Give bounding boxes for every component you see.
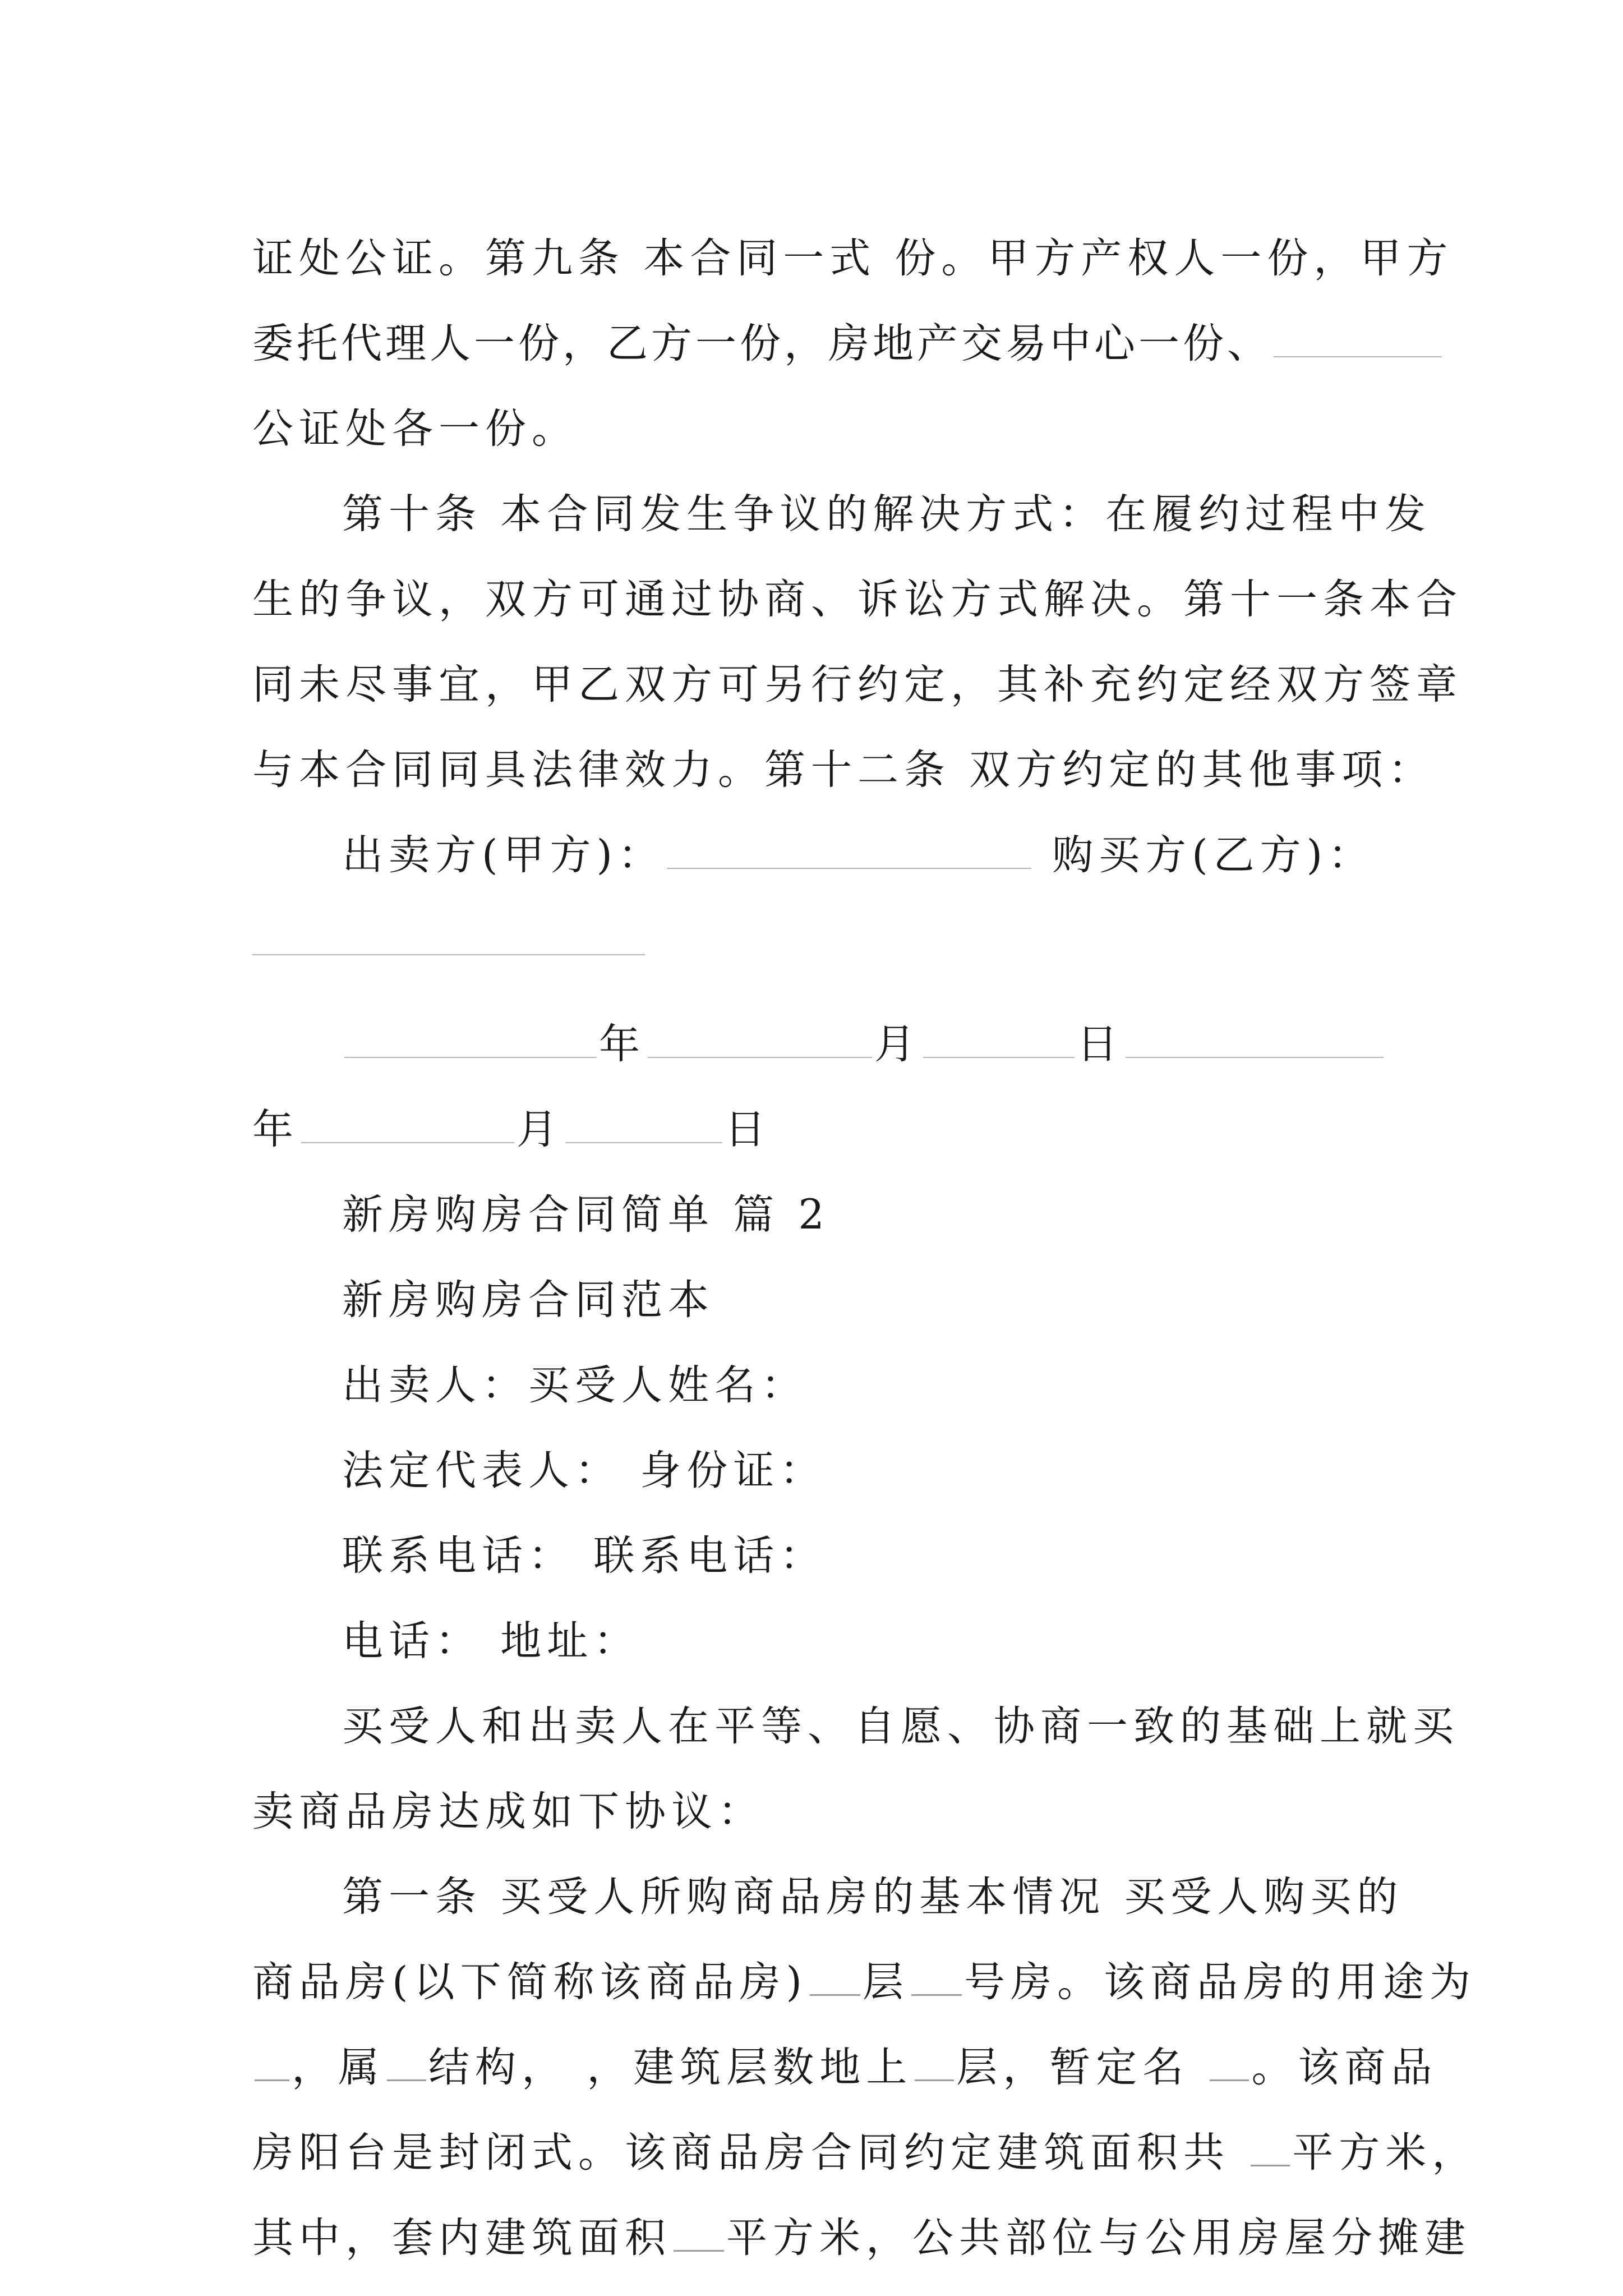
- seller-label: 出卖方(甲方)：: [342, 831, 665, 879]
- buyer-label: 购买方(乙方)：: [1052, 831, 1375, 879]
- year-label: 年: [599, 1020, 645, 1068]
- text-segment: 层: [862, 1958, 909, 2006]
- seller-signature-blank: [667, 833, 1031, 869]
- blank-rule-line: [252, 898, 1380, 1002]
- text-line: 第十条 本合同发生争议的解决方式：在履约过程中发: [342, 490, 1432, 538]
- date-line: [252, 1002, 1380, 1087]
- party-row: 出卖人：买受人姓名：: [342, 1361, 808, 1409]
- text-line: [252, 1940, 1476, 2025]
- text-segment: 委托代理人一份，乙方一份，房地产交易中心一份、: [252, 320, 1271, 367]
- year-blank: [1126, 1022, 1384, 1058]
- floor-blank: [810, 1959, 860, 1996]
- buyer-signature-blank: [252, 954, 645, 955]
- year-blank: [344, 1022, 597, 1058]
- text-segment: 号房。该商品房的用途为: [963, 1958, 1476, 2006]
- text-segment: 。该商品: [1251, 2044, 1438, 2091]
- signature-line: [252, 813, 1380, 898]
- text-segment: 房阳台是封闭式。该商品房合同约定建筑面积共: [252, 2129, 1249, 2177]
- month-label: 月: [517, 1106, 563, 1153]
- storeys-blank: [915, 2045, 954, 2081]
- text-line: 生的争议，双方可通过协商、诉讼方式解决。第十一条本合: [252, 576, 1463, 623]
- text-segment: 平方米，公共部位与公用房屋分摊建: [726, 2214, 1471, 2262]
- text-line: 公证处各一份。: [252, 405, 578, 453]
- text-segment: 平方米，: [1292, 2129, 1479, 2177]
- text-line: 证处公证。第九条 本合同一式 份。甲方产权人一份，甲方: [252, 234, 1454, 282]
- text-segment: 其中，套内建筑面积: [252, 2214, 671, 2262]
- text-line: 买受人和出卖人在平等、自愿、协商一致的基础上就买: [342, 1703, 1459, 1750]
- text-line: [252, 301, 1380, 386]
- day-blank: [565, 1107, 722, 1143]
- day-blank: [923, 1022, 1075, 1058]
- document-page: [252, 216, 1479, 2281]
- usage-blank: [255, 2045, 289, 2081]
- structure-blank: [387, 2045, 426, 2081]
- text-line: 同未尽事宜，甲乙双方可另行约定，其补充约定经双方签章: [252, 661, 1463, 708]
- month-blank: [648, 1022, 872, 1058]
- date-line: [252, 1087, 1380, 1172]
- text-segment: 层，暂定名: [956, 2044, 1208, 2091]
- text-line: 卖商品房达成如下协议：: [252, 1788, 764, 1835]
- area-blank: [1251, 2130, 1290, 2166]
- text-segment: 商品房(以下简称该商品房): [252, 1958, 808, 2006]
- text-line: [252, 2110, 1479, 2196]
- day-label: 日: [1077, 1020, 1123, 1068]
- party-row: 联系电话： 联系电话：: [342, 1532, 827, 1580]
- section-subtitle: 新房购房合同范本: [342, 1276, 714, 1324]
- year-label: 年: [252, 1106, 299, 1153]
- text-line: [252, 2196, 1471, 2281]
- party-row: 法定代表人： 身份证：: [342, 1447, 827, 1494]
- text-line: 第一条 买受人所购商品房的基本情况 买受人购买的: [342, 1873, 1404, 1921]
- section-heading: 新房购房合同简单 篇 2: [342, 1191, 830, 1239]
- month-label: 月: [874, 1020, 921, 1068]
- inner-area-blank: [674, 2215, 724, 2252]
- month-blank: [301, 1107, 514, 1143]
- room-blank: [911, 1959, 962, 1996]
- text-line: [252, 2025, 1438, 2110]
- fill-blank: [1274, 321, 1442, 357]
- party-row: 电话： 地址：: [342, 1617, 640, 1665]
- day-label: 日: [725, 1106, 771, 1153]
- text-line: 与本合同同具法律效力。第十二条 双方约定的其他事项：: [252, 746, 1435, 794]
- name-blank: [1210, 2045, 1249, 2081]
- text-segment: ，属: [292, 2044, 385, 2091]
- text-segment: 结构， ，建筑层数地上: [428, 2044, 913, 2091]
